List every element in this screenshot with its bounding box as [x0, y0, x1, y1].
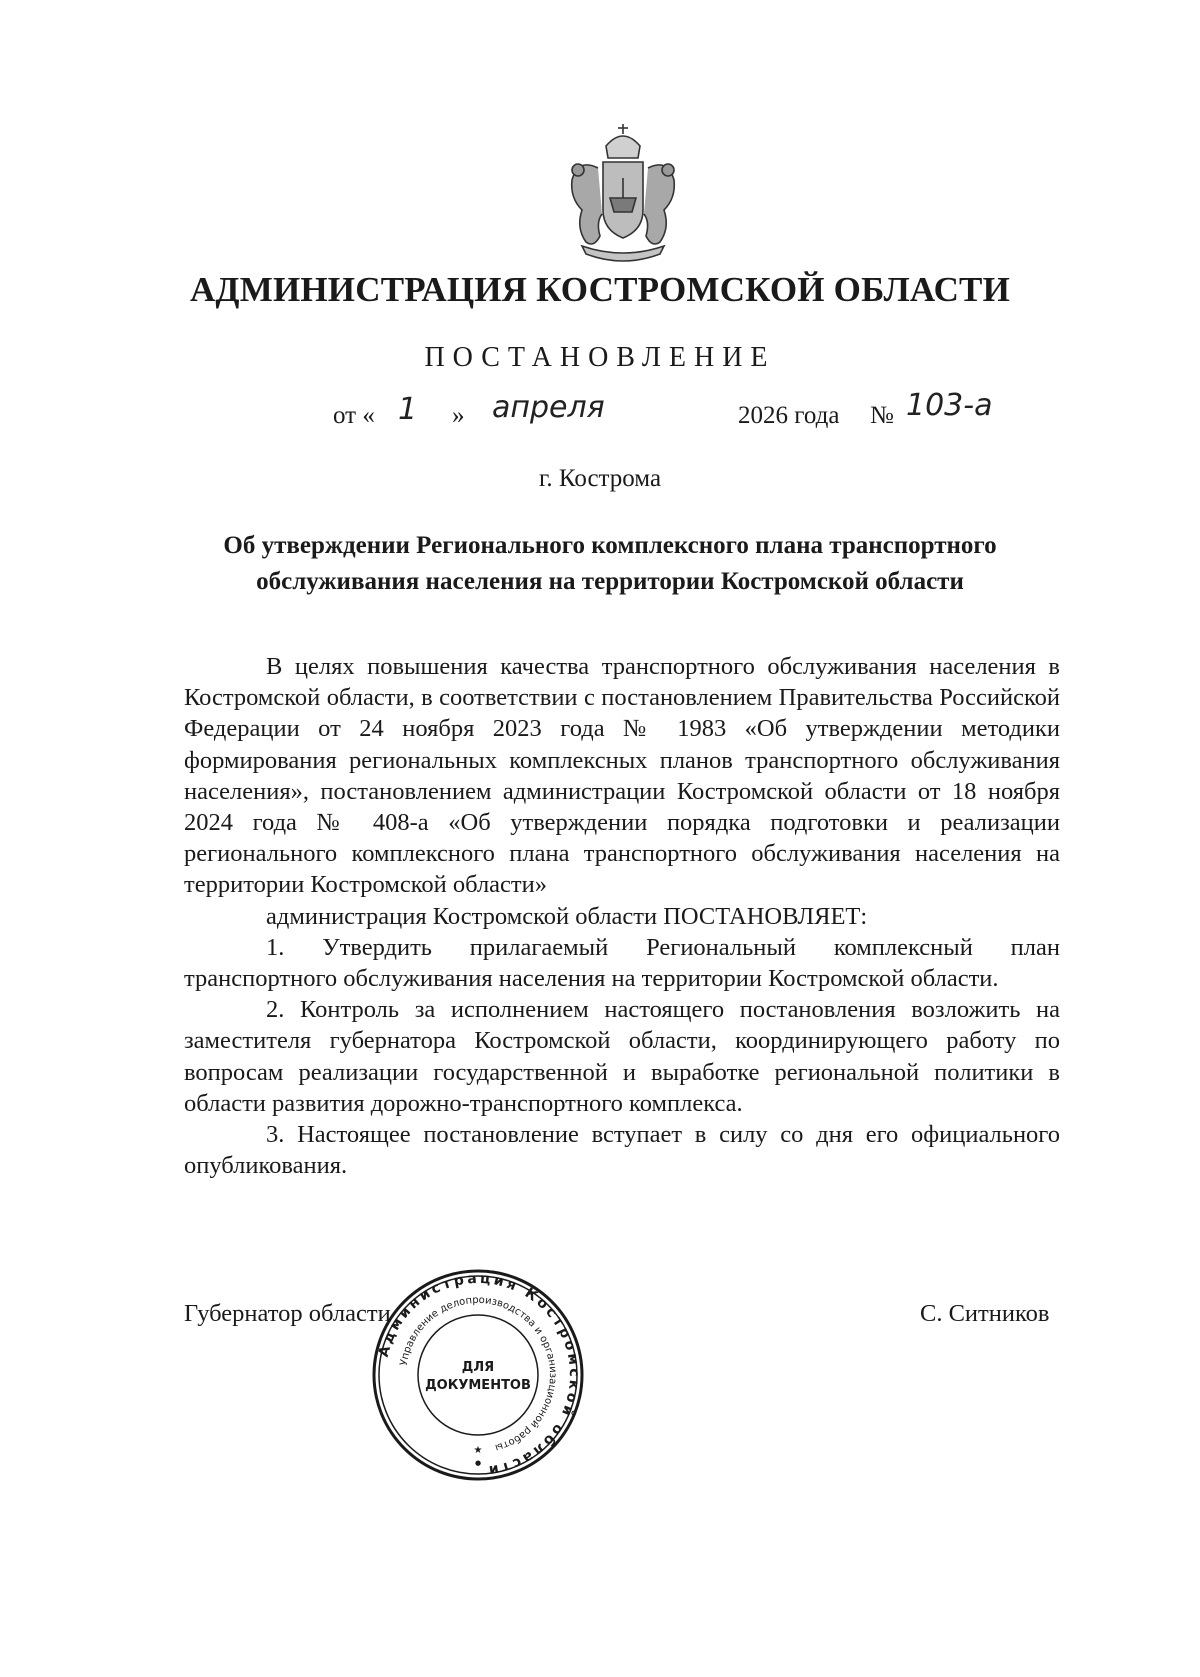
date-mid: »	[452, 402, 465, 429]
item-2: 2. Контроль за исполнением настоящего постановления возложить на заместителя губернатора Костромской области, координирующего работу по вопросам реализации государственной и выработке региональной политики в области развития дорожно-транспортного комплекса.	[184, 996, 1060, 1117]
date-day-handwritten: 1	[398, 392, 418, 427]
document-type: ПОСТАНОВЛЕНИЕ	[424, 342, 776, 373]
document-body	[184, 651, 1060, 1181]
signatory-name: С. Ситников	[920, 1300, 1050, 1327]
resolves-line: администрация Костромской области ПОСТАНОВЛЯЕТ:	[266, 902, 868, 930]
stamp-center-line-1: ДЛЯ	[461, 1360, 495, 1375]
stamp-center-line-2: ДОКУМЕНТОВ	[425, 1378, 531, 1393]
date-prefix: от «	[333, 402, 375, 429]
stamp-outer-text: Администрация Костромской области	[375, 1270, 583, 1479]
city: г. Кострома	[538, 465, 662, 492]
preamble-paragraph: В целях повышения качества транспортного обслуживания населения в Костромской области, в соответствии с постановлением Правительства Российской Федерации от 24 ноября 2023 года № 1983 «Об утверждении методики формирования региональных комплексных планов транспортного обслуживания населения», постановлением администрации Костромской области от 18 ноября 2024 года № 408-а «Об утверждении порядка подготовки и реализации регионального комплексного плана транспортного обслуживания населения на территории Костромской области»	[184, 653, 1060, 899]
item-1: 1. Утвердить прилагаемый Региональный комплексный план транспортного обслуживания населения на территории Костромской области.	[184, 933, 1060, 993]
item-3: 3. Настоящее постановление вступает в силу со дня его официального опубликования.	[184, 1121, 1060, 1180]
stamp-dot-icon: ●	[474, 1459, 482, 1467]
number-sign: №	[870, 402, 894, 429]
document-number-handwritten: 103-а	[906, 388, 993, 423]
official-stamp	[368, 1265, 588, 1485]
document-subject: Об утверждении Регионального комплексного плана транспортного обслуживания населения на территории Костромской области	[223, 532, 997, 595]
date-month-handwritten: апреля	[492, 390, 605, 425]
stamp-star-icon: ★	[473, 1445, 483, 1456]
organization-title: АДМИНИСТРАЦИЯ КОСТРОМСКОЙ ОБЛАСТИ	[189, 270, 1011, 309]
date-year: 2026 года	[738, 402, 840, 429]
coat-of-arms-icon	[548, 118, 698, 268]
stamp-inner-text: Управление делопроизводства и организационной работы	[398, 1294, 559, 1453]
signatory-position: Губернатор области	[184, 1300, 391, 1327]
